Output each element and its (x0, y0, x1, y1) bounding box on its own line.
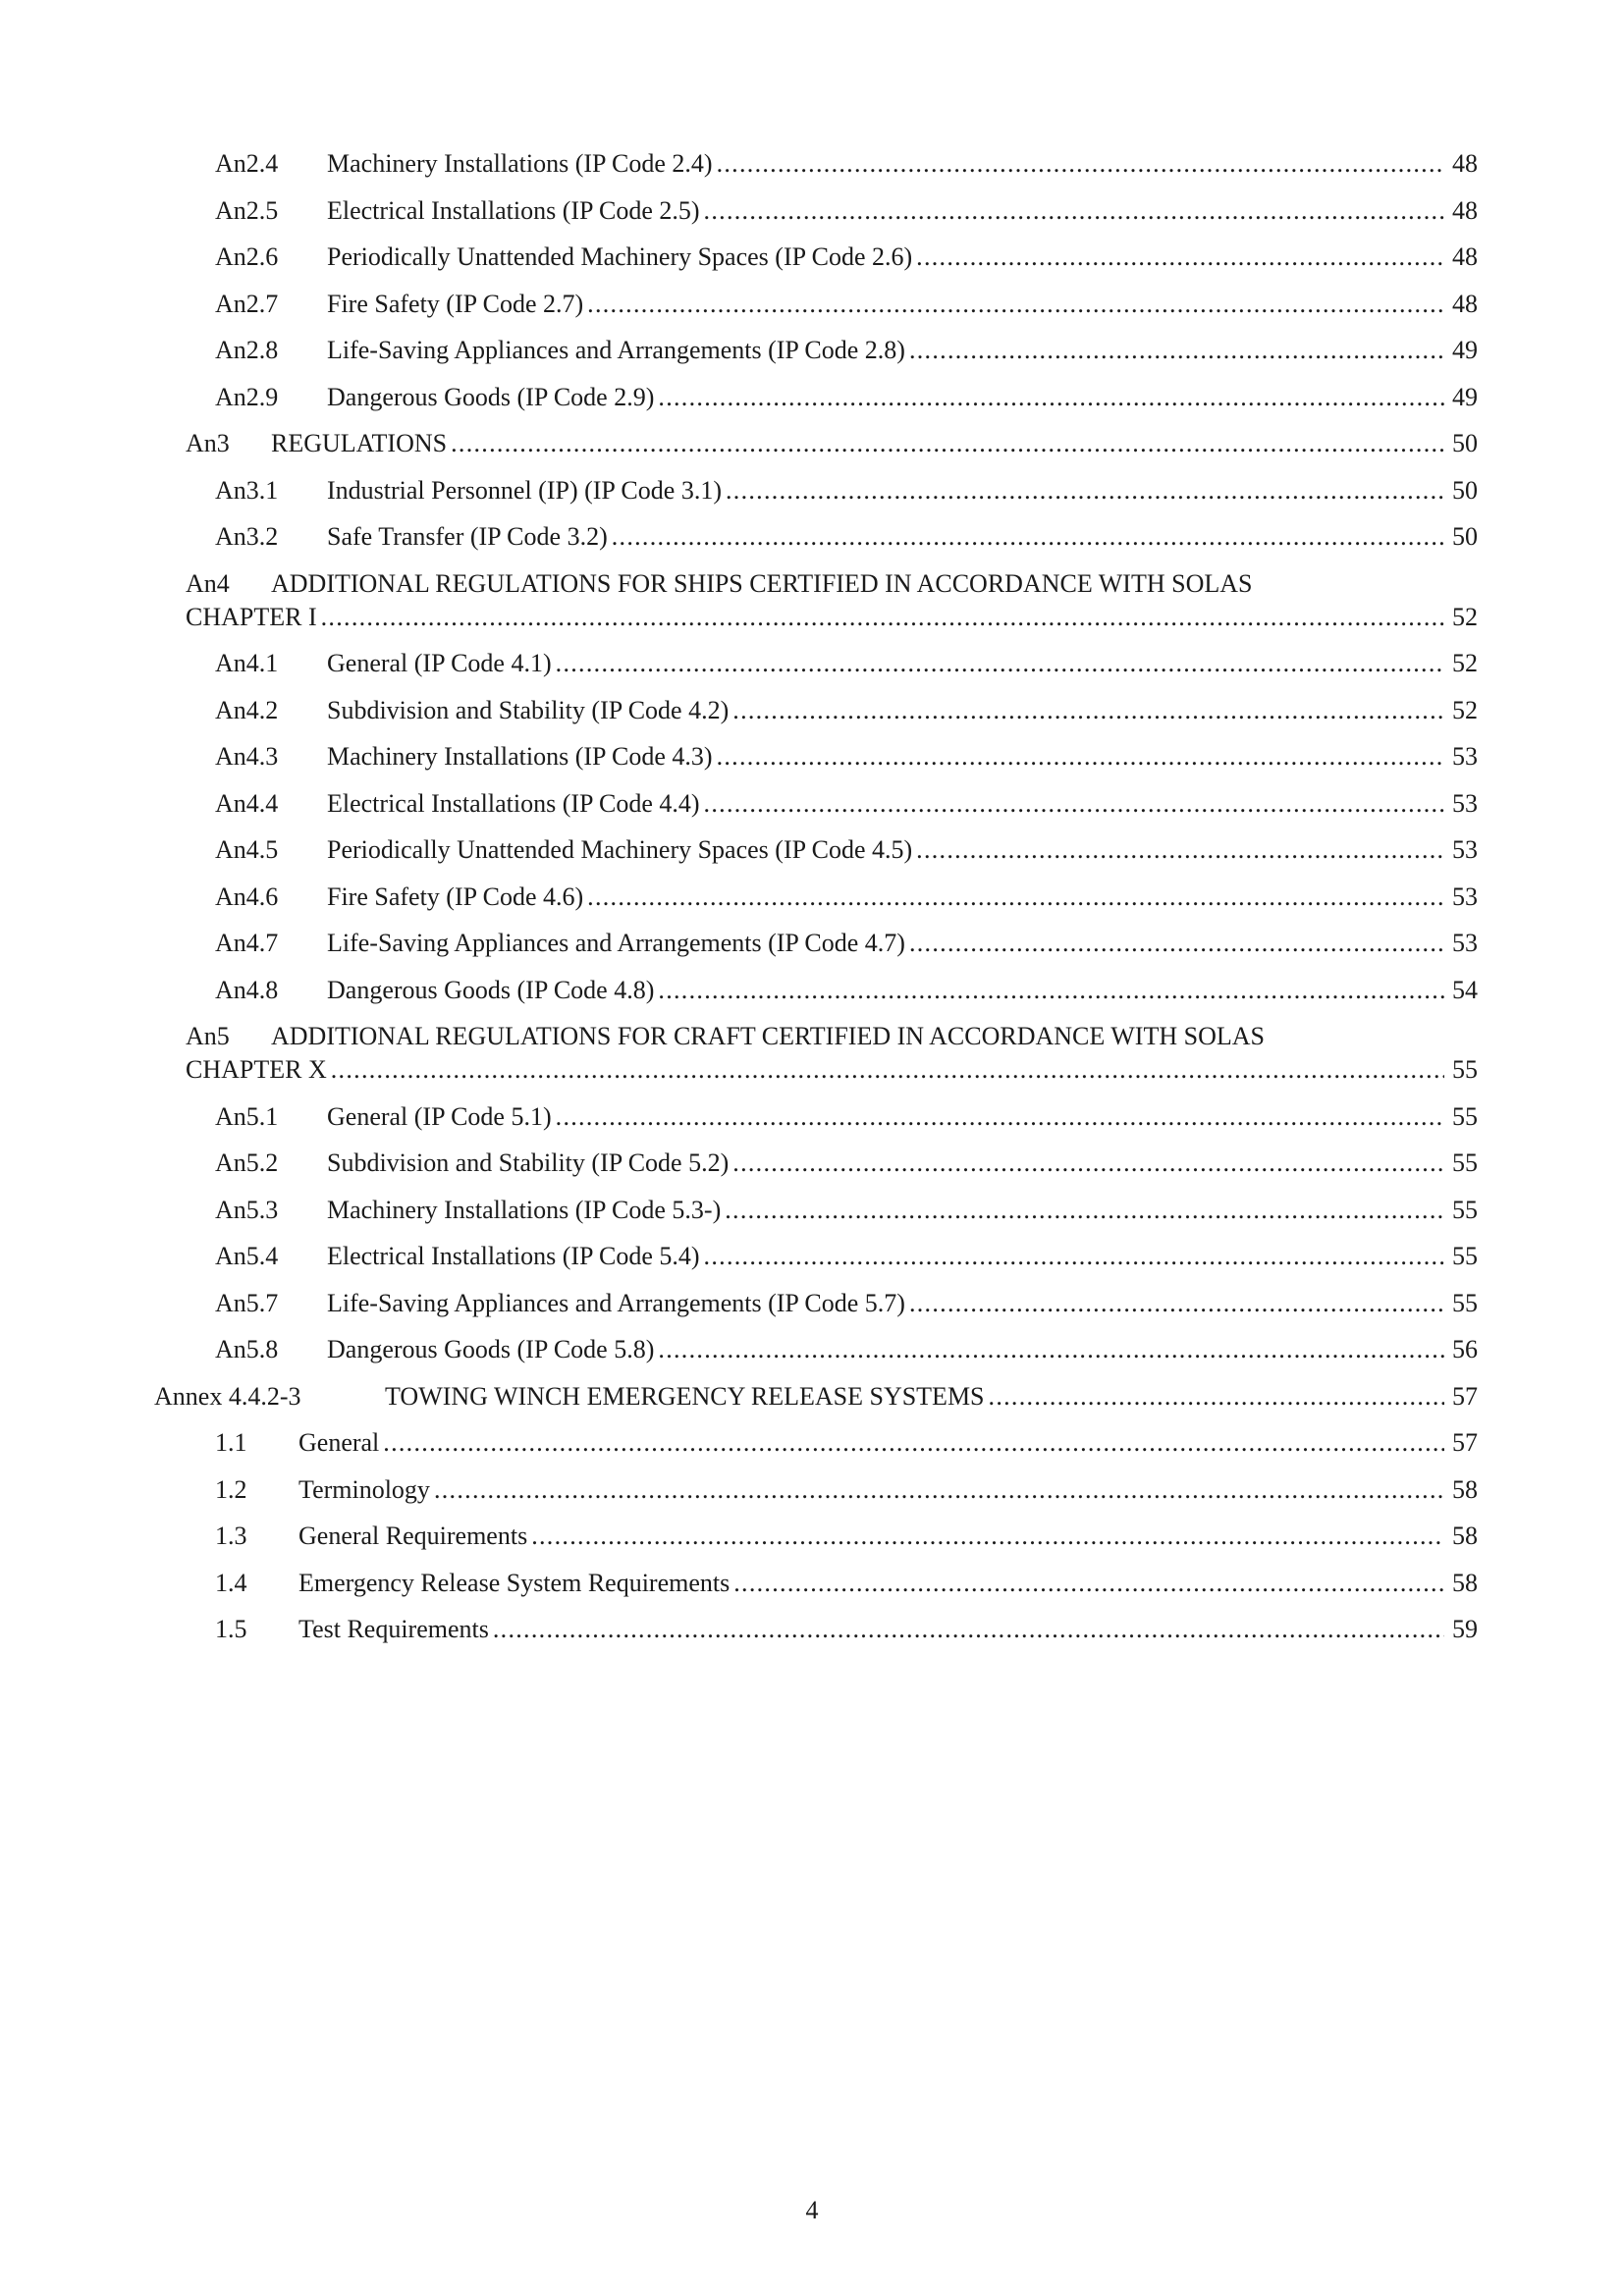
toc-entry-line (215, 1194, 1478, 1227)
toc-entry-title: Subdivision and Stability (IP Code 4.2) (327, 695, 730, 724)
toc-entry-number: An5 (186, 1022, 230, 1050)
toc-entry-line (215, 474, 1478, 507)
toc-entry[interactable] (0, 833, 1624, 867)
toc-entry[interactable] (0, 881, 1624, 914)
toc-entry-number: An2.4 (215, 149, 279, 178)
toc-entry-page: 50 (1452, 522, 1478, 551)
toc-entry-page: 53 (1452, 788, 1478, 818)
toc-entry-title: Machinery Installations (IP Code 4.3) (327, 742, 713, 771)
toc-dot-leader (434, 1473, 1444, 1507)
toc-entry[interactable] (0, 427, 1624, 460)
toc-entry-page: 49 (1452, 382, 1478, 411)
toc-entry-page: 55 (1452, 1101, 1478, 1131)
toc-entry-number: An4.3 (215, 742, 279, 771)
toc-entry-title: Machinery Installations (IP Code 5.3-) (327, 1195, 722, 1224)
toc-entry-line (215, 194, 1478, 228)
toc-entry[interactable] (0, 1567, 1624, 1600)
toc-entry[interactable] (0, 1240, 1624, 1273)
toc-entry-continuation-line (186, 1053, 1478, 1087)
toc-entry-line (186, 427, 1478, 460)
toc-dot-leader (909, 334, 1444, 367)
toc-entry-title: Test Requirements (298, 1615, 489, 1643)
toc-dot-leader (717, 740, 1444, 774)
toc-entry[interactable] (0, 147, 1624, 181)
toc-entry-line (215, 740, 1478, 774)
toc-entry[interactable] (0, 1194, 1624, 1227)
toc-entry-number: An3.2 (215, 522, 279, 551)
toc-entry-page: 53 (1452, 929, 1478, 957)
toc-entry[interactable] (0, 1287, 1624, 1320)
toc-dot-leader (726, 474, 1444, 507)
toc-entry-page: 48 (1452, 242, 1478, 271)
toc-entry-title: Life-Saving Appliances and Arrangements (IP Code 4.7) (327, 929, 905, 957)
toc-dot-leader (717, 147, 1444, 181)
toc-entry-title: Safe Transfer (IP Code 3.2) (327, 522, 608, 551)
toc-dot-leader (331, 1053, 1444, 1087)
toc-entry-page: 54 (1452, 975, 1478, 1004)
toc-entry-number: An5.8 (215, 1335, 279, 1363)
toc-entry-title: Industrial Personnel (IP) (IP Code 3.1) (327, 475, 722, 505)
toc-entry-title: General (IP Code 4.1) (327, 649, 552, 677)
toc-dot-leader (658, 381, 1444, 414)
toc-entry-number: An4.1 (215, 649, 279, 677)
toc-entry-page: 53 (1452, 835, 1478, 864)
toc-entry[interactable] (0, 194, 1624, 228)
toc-entry-number: Annex 4.4.2-3 (154, 1381, 301, 1411)
toc-entry-page: 49 (1452, 336, 1478, 364)
toc-entry[interactable] (0, 334, 1624, 367)
toc-entry-title: Fire Safety (IP Code 4.6) (327, 881, 584, 911)
toc-entry-title: REGULATIONS (271, 429, 448, 457)
toc-entry-page: 55 (1452, 1055, 1478, 1084)
toc-entry-line (215, 147, 1478, 181)
toc-entry-title: General (IP Code 5.1) (327, 1101, 552, 1131)
toc-entry-number: An5.2 (215, 1148, 279, 1177)
toc-entry[interactable] (0, 520, 1624, 554)
toc-entry-page: 58 (1452, 1474, 1478, 1504)
toc-entry-page: 58 (1452, 1568, 1478, 1597)
toc-entry[interactable] (0, 787, 1624, 821)
toc-dot-leader (321, 601, 1444, 634)
toc-entry-line (215, 1240, 1478, 1273)
toc-entry-first-line (186, 567, 1478, 601)
toc-entry-line (215, 1520, 1478, 1553)
toc-entry-page: 48 (1452, 195, 1478, 225)
toc-entry[interactable] (0, 1020, 1624, 1087)
toc-entry-title: Machinery Installations (IP Code 2.4) (327, 149, 713, 178)
toc-entry[interactable] (0, 474, 1624, 507)
toc-entry-continuation: CHAPTER I (186, 602, 317, 631)
toc-dot-leader (451, 427, 1444, 460)
toc-entry[interactable] (0, 567, 1624, 634)
toc-entry[interactable] (0, 240, 1624, 274)
toc-dot-leader (909, 927, 1444, 960)
toc-entry-continuation-line (186, 601, 1478, 634)
toc-entry-line (215, 974, 1478, 1007)
toc-entry-number: 1.1 (215, 1428, 247, 1457)
toc-entry-title: General (298, 1428, 380, 1457)
toc-entry-line (215, 787, 1478, 821)
toc-entry[interactable] (0, 1520, 1624, 1553)
toc-entry-title: Electrical Installations (IP Code 5.4) (327, 1242, 700, 1270)
toc-entry-number: An2.8 (215, 336, 279, 364)
toc-entry[interactable] (0, 1473, 1624, 1507)
toc-entry-number: An5.7 (215, 1288, 279, 1317)
toc-entry-line (215, 647, 1478, 680)
toc-entry-page: 55 (1452, 1195, 1478, 1224)
toc-entry-number: An5.1 (215, 1101, 279, 1131)
toc-entry-number: An5.3 (215, 1195, 279, 1224)
toc-entry-number: An4.5 (215, 835, 279, 864)
toc-entry-page: 52 (1452, 649, 1478, 677)
toc-dot-leader (587, 881, 1444, 914)
toc-entry-title: Life-Saving Appliances and Arrangements (IP Code 2.8) (327, 336, 905, 364)
toc-entry-page: 57 (1452, 1428, 1478, 1457)
toc-entry-title: Subdivision and Stability (IP Code 5.2) (327, 1148, 730, 1177)
toc-entry-page: 57 (1452, 1381, 1478, 1411)
toc-entry[interactable] (0, 974, 1624, 1007)
toc-dot-leader (732, 1147, 1444, 1180)
toc-entry-number: An2.7 (215, 289, 279, 318)
toc-entry-title: Terminology (298, 1474, 430, 1504)
toc-entry-number: An3.1 (215, 475, 279, 505)
toc-entry-number: 1.3 (215, 1522, 247, 1550)
toc-dot-leader (704, 787, 1444, 821)
toc-entry-title: Dangerous Goods (IP Code 4.8) (327, 975, 655, 1004)
toc-entry-line (215, 381, 1478, 414)
toc-entry-line (215, 1100, 1478, 1134)
toc-entry-number: An4.8 (215, 975, 279, 1004)
toc-entry-title: Fire Safety (IP Code 2.7) (327, 289, 584, 318)
toc-dot-leader (732, 694, 1444, 727)
toc-entry[interactable] (0, 1613, 1624, 1646)
toc-entry-line (215, 694, 1478, 727)
toc-dot-leader (383, 1426, 1444, 1460)
toc-entry[interactable] (0, 1380, 1624, 1414)
toc-entry-page: 48 (1452, 149, 1478, 178)
toc-entry[interactable] (0, 740, 1624, 774)
toc-entry-number: An4.6 (215, 881, 279, 911)
toc-dot-leader (658, 1333, 1444, 1366)
toc-entry[interactable] (0, 694, 1624, 727)
toc-entry-line (215, 881, 1478, 914)
toc-entry-number: An3 (186, 429, 230, 457)
toc-dot-leader (587, 288, 1444, 321)
toc-entry-page: 50 (1452, 429, 1478, 457)
toc-entry-page: 52 (1452, 695, 1478, 724)
toc-entry-page: 59 (1452, 1615, 1478, 1643)
toc-entry-page: 48 (1452, 289, 1478, 318)
toc-dot-leader (612, 520, 1444, 554)
toc-entry-title: ADDITIONAL REGULATIONS FOR CRAFT CERTIFIED IN ACCORDANCE WITH SOLAS (271, 1022, 1265, 1050)
toc-entry-number: 1.5 (215, 1615, 247, 1643)
toc-entry-page: 50 (1452, 475, 1478, 505)
toc-entry-page: 53 (1452, 881, 1478, 911)
toc-entry-number: 1.4 (215, 1568, 247, 1597)
toc-entry-number: An2.5 (215, 195, 279, 225)
toc-entry-title: Dangerous Goods (IP Code 5.8) (327, 1335, 655, 1363)
toc-entry[interactable] (0, 1426, 1624, 1460)
toc-entry-page: 55 (1452, 1288, 1478, 1317)
toc-entry-first-line (186, 1020, 1478, 1053)
toc-entry[interactable] (0, 288, 1624, 321)
toc-entry[interactable] (0, 927, 1624, 960)
toc-dot-leader (531, 1520, 1444, 1553)
toc-entry-page: 55 (1452, 1242, 1478, 1270)
toc-entry-line (215, 927, 1478, 960)
toc-entry-line (215, 240, 1478, 274)
toc-entry-number: An4.4 (215, 788, 279, 818)
toc-entry[interactable] (0, 1333, 1624, 1366)
toc-entry-line (215, 334, 1478, 367)
toc-dot-leader (704, 1240, 1444, 1273)
toc-entry-continuation: CHAPTER X (186, 1055, 327, 1084)
toc-entry-number: An4.7 (215, 929, 279, 957)
toc-dot-leader (704, 194, 1444, 228)
toc-entry-number: An2.6 (215, 242, 279, 271)
toc-entry-title: Electrical Installations (IP Code 2.5) (327, 195, 700, 225)
toc-dot-leader (989, 1380, 1444, 1414)
toc-entry-page: 52 (1452, 602, 1478, 631)
toc-entry-line (215, 288, 1478, 321)
toc-entry-line (154, 1380, 1478, 1414)
toc-dot-leader (556, 1100, 1444, 1134)
toc-entry-line (215, 1567, 1478, 1600)
toc-dot-leader (658, 974, 1444, 1007)
toc-entry-title: Periodically Unattended Machinery Spaces (IP Code 2.6) (327, 242, 913, 271)
page-number: 4 (805, 2196, 819, 2224)
toc-entry-number: An4 (186, 568, 230, 598)
toc-entry-line (215, 833, 1478, 867)
toc-dot-leader (556, 647, 1444, 680)
toc-entry-line (215, 1473, 1478, 1507)
toc-entry-page: 53 (1452, 742, 1478, 771)
toc-dot-leader (733, 1567, 1444, 1600)
toc-entry-title: Periodically Unattended Machinery Spaces (IP Code 4.5) (327, 835, 913, 864)
toc-entry-number: An2.9 (215, 382, 279, 411)
toc-dot-leader (725, 1194, 1444, 1227)
toc-entry[interactable] (0, 381, 1624, 414)
toc-dot-leader (909, 1287, 1444, 1320)
toc-entry-line (215, 520, 1478, 554)
toc-entry-number: An5.4 (215, 1242, 279, 1270)
toc-entry-page: 56 (1452, 1335, 1478, 1363)
toc-dot-leader (493, 1613, 1444, 1646)
toc-entry-page: 55 (1452, 1148, 1478, 1177)
toc-entry[interactable] (0, 1100, 1624, 1134)
toc-entry[interactable] (0, 647, 1624, 680)
toc-entry-line (215, 1287, 1478, 1320)
toc-entry-title: Electrical Installations (IP Code 4.4) (327, 788, 700, 818)
toc-dot-leader (916, 833, 1444, 867)
toc-dot-leader (916, 240, 1444, 274)
toc-entry-line (215, 1426, 1478, 1460)
toc-entry-title: Dangerous Goods (IP Code 2.9) (327, 382, 655, 411)
toc-entry-page: 58 (1452, 1522, 1478, 1550)
toc-entry-number: An4.2 (215, 695, 279, 724)
toc-entry-title: Life-Saving Appliances and Arrangements (IP Code 5.7) (327, 1288, 905, 1317)
toc-entry-line (215, 1613, 1478, 1646)
toc-entry-line (215, 1147, 1478, 1180)
toc-entry-number: 1.2 (215, 1474, 247, 1504)
toc-entry[interactable] (0, 1147, 1624, 1180)
toc-entry-title: Emergency Release System Requirements (298, 1568, 731, 1597)
toc-entry-title: ADDITIONAL REGULATIONS FOR SHIPS CERTIFIED IN ACCORDANCE WITH SOLAS (271, 568, 1253, 598)
toc-entry-title: TOWING WINCH EMERGENCY RELEASE SYSTEMS (385, 1381, 985, 1411)
toc-entry-title: General Requirements (298, 1522, 528, 1550)
toc-entry-line (215, 1333, 1478, 1366)
